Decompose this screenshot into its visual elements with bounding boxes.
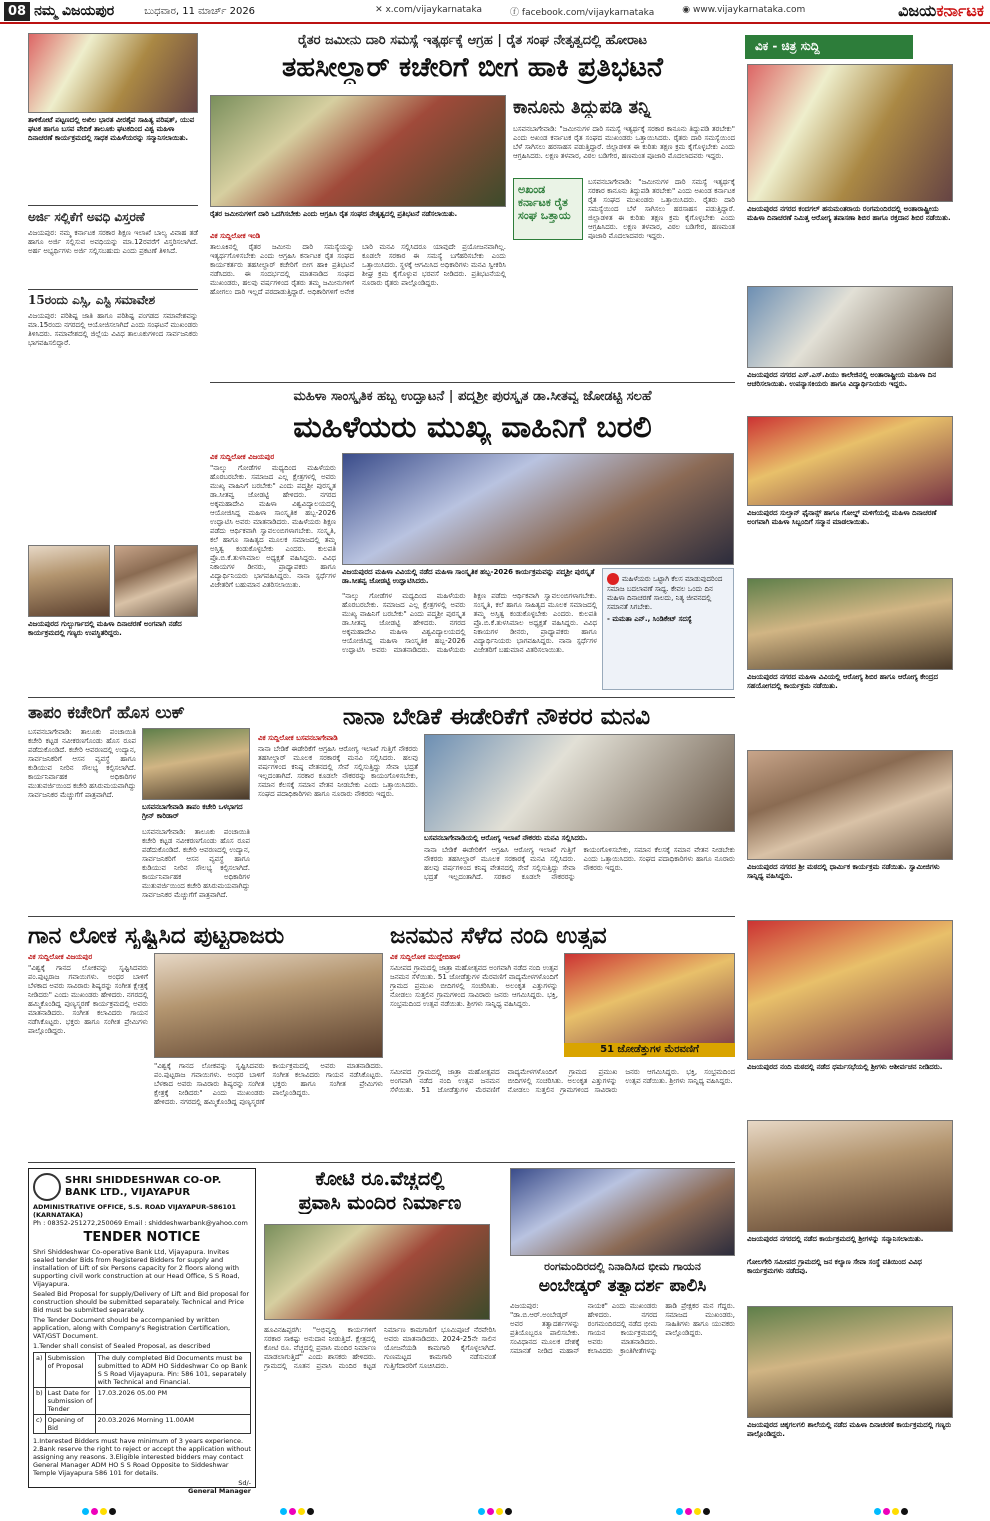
ambedkar-kicker: ರಂಗಮಂದಿರದಲ್ಲಿ ನಿನಾದಿಸಿದ ಭೀಮ ಗಾಯನ [544,1260,701,1273]
tender-signature: Sd/- [238,1479,251,1487]
ambedkar-headline: ಅಂಬೇಡ್ಕರ್ ತತ್ವಾದರ್ಶ ಪಾಲಿಸಿ [538,1276,707,1296]
music-byline: ವಿಕ ಸುದ್ದಿಲೋಕ ವಿಜಯಪುರ [28,953,93,961]
nandi-festival-photo [564,953,735,1057]
deadline-body: ವಿಜಯಪುರ: ನಮ್ಮ ಕರ್ನಾಟಕ ಸರಕಾರ ಶಿಕ್ಷಣ ಇಲಾಖೆ ಬಾಲ್ಯ ವಿವಾಹ ತಡೆ ಹಾಗೂ ಅರ್ಜಿ ಸಲ್ಲಿಸುವ ಅವಧಿಯನ್ನು ಮಾ.12ರವರೆಗೆ ವಿಸ್ತರಿಸಲಾಗಿದೆ. ಅರ್ಹ ಅಭ್ಯರ್ಥಿಗಳು ಅರ್ಜಿ ಸಲ್ಲಿಸಬಹುದು ಎಂದು ಪ್ರಕಟಣೆ ತಿಳಿಸಿದೆ. [28,229,198,255]
sc-st-headline: 15ರಂದು ಎಸ್ಸಿ, ಎಸ್ಟಿ ಸಮಾವೇಶ [28,293,156,307]
shrine-headline-2: ಪ್ರವಾಸಿ ಮಂದಿರ ನಿರ್ಮಾಣ [298,1192,462,1214]
registration-dots-icon [280,1508,314,1515]
facebook-link[interactable]: ⓕ facebook.com/vijaykarnataka [510,7,655,18]
bank-emblem-icon [33,1173,61,1201]
taluk-headline: ತಾಪಂ ಕಚೇರಿಗೆ ಹೊಸ ಲುಕ್ [28,703,185,723]
website-link[interactable]: ◉ www.vijaykarnataka.com [682,4,806,15]
sidebar-caption-5: ವಿಜಯಪುರದ ನಗರದ ಶ್ರೀ ಮಠದಲ್ಲಿ ಧಾರ್ಮಿಕ ಕಾರ್ಯಕ್ರಮ ನಡೆಯಿತು. ಸ್ವಾಮೀಜಿಗಳು ಸಾನ್ನಿಧ್ಯ ವಹಿಸಿದ್ದರು. [747,863,940,880]
nandi-byline: ವಿಕ ಸುದ್ದಿಲೋಕ ಮುದ್ದೇಬಿಹಾಳ [390,953,461,961]
table-row: a) Submission of Proposal The duly completed Bid Documents must be submitted to ADM HO Siddeshwar Co op Bank S S Road Vijayapura. Pin: 586 101, separately with Technical and Financial. [34,1353,251,1388]
sidebar-photo-6 [747,920,953,1060]
music-headline: ಗಾನ ಲೋಕ ಸೃಷ್ಟಿಸಿದ ಪುಟ್ಟರಾಜರು [28,922,285,949]
employees-photo-caption: ಬಸವನಬಾಗೇವಾಡಿಯಲ್ಲಿ ಆರೋಗ್ಯ ಇಲಾಖೆ ನೌಕರರು ಮನವಿ ಸಲ್ಲಿಸಿದರು. [424,834,588,842]
registration-dots-icon [676,1508,710,1515]
women-quote-box [602,568,734,690]
ambedkar-body: ವಿಜಯಪುರ: "ಡಾ.ಬಿ.ಆರ್.ಅಂಬೇಡ್ಕರ್ ಅವರ ತತ್ವಾದರ್ಶಗಳನ್ನು ಪ್ರತಿಯೊಬ್ಬರೂ ಪಾಲಿಸಬೇಕು. ಸಂವಿಧಾನದ ಮೂಲಕ ದೇಶಕ್ಕೆ ಸಮಾನತೆ ನೀಡಿದ ಮಹಾನ್ ನಾಯಕ" ಎಂದು ಮುಖಂಡರು ಹೇಳಿದರು. ನಗರದ ರಂಗಮಂದಿರದಲ್ಲಿ ನಡೆದ ಭೀಮ ಗಾಯನ ಕಾರ್ಯಕ್ರಮದಲ್ಲಿ ಅವರು ಮಾತನಾಡಿದರು. ಕಲಾವಿದರು ಕ್ರಾಂತಿಗೀತೆಗಳನ್ನು ಹಾಡಿ ಪ್ರೇಕ್ಷಕರ ಮನ ಗೆದ್ದರು. ಸಮಾಜದ ಮುಖಂಡರು, ಸಾಹಿತಿಗಳು ಹಾಗೂ ಯುವಕರು ಪಾಲ್ಗೊಂಡಿದ್ದರು. [510,1302,735,1355]
nandi-body-left: ಸಮೀಪದ ಗ್ರಾಮದಲ್ಲಿ ಜಾತ್ರಾ ಮಹೋತ್ಸವದ ಅಂಗವಾಗಿ ನಡೆದ ನಂದಿ ಉತ್ಸವ ಜನಮನ ಸೆಳೆಯಿತು. 51 ಜೋಡೆತ್ತುಗಳ ಮೆರವಣಿಗೆ ವಾದ್ಯಮೇಳಗಳೊಂದಿಗೆ ಗ್ರಾಮದ ಪ್ರಮುಖ ಬೀದಿಗಳಲ್ಲಿ ಸಂಚರಿಸಿತು. ಅಲಂಕೃತ ಎತ್ತುಗಳನ್ನು ನೋಡಲು ಸುತ್ತಲಿನ ಗ್ರಾಮಗಳಿಂದ ಸಾವಿರಾರು ಜನರು ಆಗಮಿಸಿದ್ದರು. ಭಕ್ತಿ, ಸಂಭ್ರಮದಿಂದ ಉತ್ಸವ ನಡೆಯಿತು. ಶ್ರೀಗಳು ಸಾನ್ನಿಧ್ಯ ವಹಿಸಿದ್ದರು. [390,964,558,1008]
women-quote-text: ಮಹಿಳೆಯರು ಒಟ್ಟಾಗಿ ಕೆಲಸ ಮಾಡುವುದರಿಂದ ಸಮಾಜ ಬದಲಾವಣೆ ಸಾಧ್ಯ. ಕೇವಲ ಒಂದು ದಿನ ಮಹಿಳಾ ದಿನಾಚರಣೆ ಸಾಲದು, ನಿತ್ಯ ಜೀವನದಲ್ಲಿ ಸಮಾನತೆ ಸಿಗಬೇಕು. [607,575,723,611]
law-amendment-body: ಬಸವನಬಾಗೇವಾಡಿ: "ಜಮೀನುಗಳ ದಾರಿ ಸಮಸ್ಯೆ ಇತ್ಯರ್ಥಕ್ಕೆ ಸರಕಾರ ಕಾನೂನು ತಿದ್ದುಪಡಿ ತರಬೇಕು" ಎಂದು ಅಖಂಡ ಕರ್ನಾಟಕ ರೈತ ಸಂಘದ ಮುಖಂಡರು ಒತ್ತಾಯಿಸಿದರು. ರೈತರು ದಾರಿ ಸಮಸ್ಯೆಯಿಂದ ಬೆಳೆ ಸಾಗಿಸಲು ಹರಸಾಹಸ ಪಡುತ್ತಿದ್ದಾರೆ. ಜಿಲ್ಲಾಡಳಿತ ಈ ಕುರಿತು ತಕ್ಷಣ ಕ್ರಮ ಕೈಗೊಳ್ಳಬೇಕು ಎಂದು ಆಗ್ರಹಿಸಿದರು. ಲಕ್ಷಣ ತಳವಾರ, ವಿಠಲ ಬಡಿಗೇರ, ಹಣಮಂತ ಪೂಜಾರಿ ಮೊದಲಾದವರು ಇದ್ದರು. [588,178,735,240]
sidebar-caption-9: ವಿಜಯಪುರದ ಚಿಕ್ಕಗಲಗಲಿ ಶಾಲೆಯಲ್ಲಿ ನಡೆದ ಮಹಿಳಾ ದಿನಾಚರಣೆ ಕಾರ್ಯಕ್ರಮದಲ್ಲಿ ಗಣ್ಯರು ಪಾಲ್ಗೊಂಡಿದ್ದರು. [747,1421,952,1438]
tender-header [33,1173,251,1201]
tender-document: The Tender Document should be accompanied by written application, along with Company's Registration Certification, VAT/GST Document. [33,1316,231,1340]
sidebar-photo-3 [747,416,953,506]
farmers-kicker: ರೈತರ ಜಮೀನು ದಾರಿ ಸಮಸ್ಯೆ ಇತ್ಯರ್ಥಕ್ಕೆ ಆಗ್ರಹ | ರೈತ ಸಂಘ ನೇತೃತ್ವದಲ್ಲಿ ಹೋರಾಟ [297,33,648,48]
sidebar-caption-4: ವಿಜಯಪುರದ ನಗರದ ಮಹಿಳಾ ವಿವಿಯಲ್ಲಿ ಆರೋಗ್ಯ ಶಿಬಿರ ಹಾಗೂ ಆರೋಗ್ಯ ಕೇಂದ್ರದ ಸಹಯೋಗದಲ್ಲಿ ಕಾರ್ಯಕ್ರಮ ನಡೆಯಿತು. [747,673,938,690]
seminar-photo-right [114,545,198,617]
tender-notice [28,1168,256,1495]
sidebar-caption-7: ವಿಜಯಪುರದ ನಗರದಲ್ಲಿ ನಡೆದ ಕಾರ್ಯಕ್ರಮದಲ್ಲಿ ಶ್ರೀಗಳನ್ನು ಸನ್ಮಾನಿಸಲಾಯಿತು. [747,1235,924,1243]
farmers-pull-quote: ಅಖಂಡ ಕರ್ನಾಟಕ ರೈತ ಸಂಘ ಒತ್ತಾಯ [513,178,583,240]
bank-contact: Ph : 08352-251272,250069 Email : shiddeshwarbank@yahoo.com [33,1219,248,1227]
sidebar-title: ವಿಕ - ಚಿತ್ರ ಸುದ್ದಿ [745,35,913,57]
table-row: b) Last Date for submission of Tender 17.03.2026 05.00 PM [34,1388,251,1415]
nandi-headline: ಜನಮನ ಸೆಳೆದ ನಂದಿ ಉತ್ಸವ [390,922,607,949]
sidebar-caption-6: ವಿಜಯಪುರದ ನಂದಿ ಮಠದಲ್ಲಿ ನಡೆದ ಧರ್ಮಸಭೆಯಲ್ಲಿ ಶ್ರೀಗಳು ಆಶೀರ್ವಚನ ನೀಡಿದರು. [747,1063,943,1071]
taluk-body: ಬಸವನಬಾಗೇವಾಡಿ: ತಾಲೂಕು ಪಂಚಾಯಿತಿ ಕಚೇರಿ ಕಟ್ಟಡ ನವೀಕರಣಗೊಂಡು ಹೊಸ ರೂಪ ಪಡೆದುಕೊಂಡಿದೆ. ಕಚೇರಿ ಆವರಣದಲ್ಲಿ ಉದ್ಯಾನ, ಸಾರ್ವಜನಿಕರಿಗೆ ಆಸನ ವ್ಯವಸ್ಥೆ ಹಾಗೂ ಕುಡಿಯುವ ನೀರಿನ ಸೌಲಭ್ಯ ಕಲ್ಪಿಸಲಾಗಿದೆ. ಕಾರ್ಯನಿರ್ವಾಹಕ ಅಧಿಕಾರಿಗಳ ಮುತುವರ್ಜಿಯಿಂದ ಕಚೇರಿ ಹಸಿರುಮಯವಾಗಿದ್ದು ಸಾರ್ವಜನಿಕರ ಮೆಚ್ಚುಗೆಗೆ ಪಾತ್ರವಾಗಿದೆ. [28,728,136,799]
music-body-right: "ವಿಶ್ವಕ್ಕೆ ಗಾನದ ಲೋಕವನ್ನು ಸೃಷ್ಟಿಸಿದವರು ಪಂ.ಪುಟ್ಟರಾಜ ಗವಾಯಿಗಳು. ಅಂಧರ ಬಾಳಿಗೆ ಬೆಳಕಾದ ಅವರು ಸಾವಿರಾರು ಶಿಷ್ಯರನ್ನು ಸಂಗೀತ ಕ್ಷೇತ್ರಕ್ಕೆ ನೀಡಿದರು" ಎಂದು ಮುಖಂಡರು ಹೇಳಿದರು. ನಗರದಲ್ಲಿ ಹಮ್ಮಿಕೊಂಡಿದ್ದ ಪುಣ್ಯಸ್ಮರಣೆ ಕಾರ್ಯಕ್ರಮದಲ್ಲಿ ಅವರು ಮಾತನಾಡಿದರು. ಸಂಗೀತ ಕಲಾವಿದರು ಗಾಯನ ನಡೆಸಿಕೊಟ್ಟರು. ಭಕ್ತರು ಹಾಗೂ ಸಂಗೀತ ಪ್ರೇಮಿಗಳು ಪಾಲ್ಗೊಂಡಿದ್ದರು. [154,1062,383,1106]
issue-date: ಬುಧವಾರ, 11 ಮಾರ್ಚ್ 2026 [144,5,256,17]
registration-dots-icon [478,1508,512,1515]
taluk-office-photo [142,728,250,800]
tender-title: TENDER NOTICE [83,1230,201,1245]
masthead [0,0,990,24]
ambedkar-event-photo [510,1168,735,1256]
employees-body-left: ನಾನಾ ಬೇಡಿಕೆ ಈಡೇರಿಕೆಗೆ ಆಗ್ರಹಿಸಿ ಆರೋಗ್ಯ ಇಲಾಖೆ ಗುತ್ತಿಗೆ ನೌಕರರು ತಹಸೀಲ್ದಾರ್ ಮೂಲಕ ಸರಕಾರಕ್ಕೆ ಮನವಿ ಸಲ್ಲಿಸಿದರು. ಹಲವು ವರ್ಷಗಳಿಂದ ಕನಿಷ್ಠ ವೇತನದಲ್ಲಿ ಸೇವೆ ಸಲ್ಲಿಸುತ್ತಿದ್ದು ಸೇವಾ ಭದ್ರತೆ ಇಲ್ಲದಂತಾಗಿದೆ. ಸರಕಾರ ಕೂಡಲೇ ನೌಕರರನ್ನು ಕಾಯಂಗೊಳಿಸಬೇಕು, ಸಮಾನ ಕೆಲಸಕ್ಕೆ ಸಮಾನ ವೇತನ ನೀಡಬೇಕು ಎಂದು ಒತ್ತಾಯಿಸಿದರು. ಸಂಘದ ಪದಾಧಿಕಾರಿಗಳು ಹಾಗೂ ನೂರಾರು ನೌಕರರು ಇದ್ದರು. [258,745,418,798]
page-number: 08 [4,2,30,21]
shrine-body: ಹೂವಿನಹಿಪ್ಪರಗಿ: "ಅಭಿವೃದ್ಧಿ ಕಾರ್ಯಗಳಿಗೆ ಸರಕಾರ ಸಾಕಷ್ಟು ಅನುದಾನ ನೀಡುತ್ತಿದೆ. ಕ್ಷೇತ್ರದಲ್ಲಿ ಕೋಟಿ ರೂ. ವೆಚ್ಚದಲ್ಲಿ ಪ್ರವಾಸಿ ಮಂದಿರ ನಿರ್ಮಾಣ ಮಾಡಲಾಗುತ್ತಿದೆ" ಎಂದು ಶಾಸಕರು ಹೇಳಿದರು. ಗ್ರಾಮದಲ್ಲಿ ನೂತನ ಪ್ರವಾಸಿ ಮಂದಿರ ಕಟ್ಟಡ ನಿರ್ಮಾಣ ಕಾಮಗಾರಿಗೆ ಭೂಮಿಪೂಜೆ ನೆರವೇರಿಸಿ ಅವರು ಮಾತನಾಡಿದರು. 2024-25ನೇ ಸಾಲಿನ ಯೋಜನೆಯಡಿ ಕಾಮಗಾರಿ ಕೈಗೊಳ್ಳಲಾಗಿದೆ. ಗುಣಮಟ್ಟದ ಕಾಮಗಾರಿ ನಡೆಸುವಂತೆ ಗುತ್ತಿಗೆದಾರರಿಗೆ ಸೂಚಿಸಿದರು. [264,1326,496,1370]
seminar-caption: ವಿಜಯಪುರದ ಗುಲ್ಬುರ್ಗಾದಲ್ಲಿ ಮಹಿಳಾ ದಿನಾಚರಣೆ ಅಂಗವಾಗಿ ನಡೆದ ಕಾರ್ಯಕ್ರಮದಲ್ಲಿ ಗಣ್ಯರು ಉಪಸ್ಥಿತರಿದ್ದರು. [28,620,182,637]
women-body-left: "ನಾಲ್ಕು ಗೋಡೆಗಳ ಮಧ್ಯದಿಂದ ಮಹಿಳೆಯರು ಹೊರಬರಬೇಕು. ಸಮಾಜದ ಎಲ್ಲ ಕ್ಷೇತ್ರಗಳಲ್ಲಿ ಅವರು ಮುಖ್ಯ ವಾಹಿನಿಗೆ ಬರಬೇಕು" ಎಂದು ಪದ್ಮಶ್ರೀ ಪುರಸ್ಕೃತ ಡಾ.ಸೀತವ್ವ ಜೋಡಟ್ಟಿ ಹೇಳಿದರು. ನಗರದ ಅಕ್ಕಮಹಾದೇವಿ ಮಹಿಳಾ ವಿಶ್ವವಿದ್ಯಾಲಯದಲ್ಲಿ ಆಯೋಜಿಸಿದ್ದ ಮಹಿಳಾ ಸಾಂಸ್ಕೃತಿಕ ಹಬ್ಬ-2026 ಉದ್ಘಾಟಿಸಿ ಅವರು ಮಾತನಾಡಿದರು. ಮಹಿಳೆಯರು ಶಿಕ್ಷಣ ಪಡೆದು ಆರ್ಥಿಕವಾಗಿ ಸ್ವಾವಲಂಬಿಗಳಾಗಬೇಕು. ಸಂಸ್ಕೃತಿ, ಕಲೆ ಹಾಗೂ ಸಾಹಿತ್ಯದ ಮೂಲಕ ಸಮಾಜದಲ್ಲಿ ತಮ್ಮ ಅಸ್ತಿತ್ವ ಕಂಡುಕೊಳ್ಳಬೇಕು ಎಂದರು. ಕುಲಪತಿ ಪ್ರೊ.ಬಿ.ಕೆ.ತುಳಸಿಮಾಲ ಅಧ್ಯಕ್ಷತೆ ವಹಿಸಿದ್ದರು. ವಿವಿಧ ನಿಕಾಯಗಳ ಡೀನರು, ಪ್ರಾಧ್ಯಾಪಕರು ಹಾಗೂ ವಿದ್ಯಾರ್ಥಿನಿಯರು ಭಾಗವಹಿಸಿದ್ದರು. ನಾನಾ ಸ್ಪರ್ಧೆಗಳ ವಿಜೇತರಿಗೆ ಬಹುಮಾನ ವಿತರಿಸಲಾಯಿತು. [210,464,336,589]
sidebar-caption-3: ವಿಜಯಪುರದ ಸುಲ್ತಾನ್ ಫೈನಾನ್ಸ್ ಹಾಗೂ ಗೋಲ್ಡ್ ಮಳಿಗೆಯಲ್ಲಿ ಮಹಿಳಾ ದಿನಾಚರಣೆ ಅಂಗವಾಗಿ ಮಹಿಳಾ ಸಿಬ್ಬಂದಿಗೆ ಸನ್ಮಾನ ಮಾಡಲಾಯಿತು. [747,509,937,526]
taluk-photo-caption: ಬಸವನಬಾಗೇವಾಡಿ ತಾಪಂ ಕಚೇರಿ ಒಳಭಾಗದ ಗ್ರೀನ್ ಕಾರಿಡಾರ್ [142,803,243,820]
bank-office: ADMINISTRATIVE OFFICE, S.S. ROAD VIJAYAPUR-586101 (KARNATAKA) [33,1203,237,1219]
women-festival-photo [342,453,734,565]
shrine-headline-1: ಕೋಟಿ ರೂ.ವೆಚ್ಚದಲ್ಲಿ [315,1168,445,1190]
sc-st-body: ವಿಜಯಪುರ: ಪರಿಶಿಷ್ಟ ಜಾತಿ ಹಾಗೂ ಪರಿಶಿಷ್ಟ ಪಂಗಡದ ಸಮಾವೇಶವನ್ನು ಮಾ.15ರಂದು ನಗರದಲ್ಲಿ ಆಯೋಜಿಸಲಾಗಿದೆ ಎಂದು ಸಂಘಟನೆ ಮುಖಂಡರು ತಿಳಿಸಿದರು. ಸಮಾವೇಶದಲ್ಲಿ ಜಿಲ್ಲೆಯ ವಿವಿಧ ತಾಲೂಕುಗಳಿಂದ ಸಾರ್ವಜನಿಕರು ಭಾಗವಹಿಸಲಿದ್ದಾರೆ. [28,312,198,347]
women-kicker: ಮಹಿಳಾ ಸಾಂಸ್ಕೃತಿಕ ಹಬ್ಬ ಉದ್ಘಾಟನೆ | ಪದ್ಮಶ್ರೀ ಪುರಸ್ಕೃತ ಡಾ.ಸೀತವ್ವ ಜೋಡಟ್ಟಿ ಸಲಹೆ [293,389,652,404]
sidebar-photo-5 [747,750,953,860]
women-quote-author: - ಮಮತಾ ಎನ್., ಸಿಂಡಿಕೇಟ್ ಸದಸ್ಯೆ [607,615,692,623]
quote-dot-icon [607,573,619,585]
farmers-headline: ತಹಸೀಲ್ದಾರ್ ಕಚೇರಿಗೆ ಬೀಗ ಹಾಕಿ ಪ್ರತಿಭಟನೆ [281,52,663,83]
registration-dots-icon [82,1508,116,1515]
women-felicitation-photo [28,33,198,113]
women-headline: ಮಹಿಳೆಯರು ಮುಖ್ಯ ವಾಹಿನಿಗೆ ಬರಲಿ [293,410,652,445]
farmers-byline: ವಿಕ ಸುದ್ದಿಲೋಕ ಇಂಡಿ [210,232,261,240]
employees-headline: ನಾನಾ ಬೇಡಿಕೆ ಈಡೇರಿಕೆಗೆ ನೌಕರರ ಮನವಿ [342,703,651,730]
women-photo-caption: ವಿಜಯಪುರದ ಮಹಿಳಾ ವಿವಿಯಲ್ಲಿ ನಡೆದ ಮಹಿಳಾ ಸಾಂಸ್ಕೃತಿಕ ಹಬ್ಬ-2026 ಕಾರ್ಯಕ್ರಮವನ್ನು ಪದ್ಮಶ್ರೀ ಪುರಸ್ಕೃತೆ ಡಾ.ಸೀತವ್ವ ಜೋಡಟ್ಟಿ ಉದ್ಘಾಟಿಸಿದರು. [342,568,595,585]
sidebar-caption-8: ಗೋಲಗೇರಿ ಸಮೀಪದ ಗ್ರಾಮದಲ್ಲಿ ಜನ ಕಲ್ಯಾಣ ಸೇವಾ ಸಂಸ್ಥೆ ವತಿಯಿಂದ ವಿವಿಧ ಕಾರ್ಯಕ್ರಮಗಳು ನಡೆದವು. [747,1258,922,1275]
x-link[interactable]: ✕ x.com/vijaykarnataka [375,4,483,15]
edition-title: ನಮ್ಮ ವಿಜಯಪುರ [34,3,115,19]
print-registration-marks [0,1501,990,1521]
law-amendment-body-top: ಬಸವನಬಾಗೇವಾಡಿ: "ಜಮೀನುಗಳ ದಾರಿ ಸಮಸ್ಯೆ ಇತ್ಯರ್ಥಕ್ಕೆ ಸರಕಾರ ಕಾನೂನು ತಿದ್ದುಪಡಿ ತರಬೇಕು" ಎಂದು ಅಖಂಡ ಕರ್ನಾಟಕ ರೈತ ಸಂಘದ ಮುಖಂಡರು ಒತ್ತಾಯಿಸಿದರು. ರೈತರು ದಾರಿ ಸಮಸ್ಯೆಯಿಂದ ಬೆಳೆ ಸಾಗಿಸಲು ಹರಸಾಹಸ ಪಡುತ್ತಿದ್ದಾರೆ. ಜಿಲ್ಲಾಡಳಿತ ಈ ಕುರಿತು ತಕ್ಷಣ ಕ್ರಮ ಕೈಗೊಳ್ಳಬೇಕು ಎಂದು ಆಗ್ರಹಿಸಿದರು. ಲಕ್ಷಣ ತಳವಾರ, ವಿಠಲ ಬಡಿಗೇರ, ಹಣಮಂತ ಪೂಜಾರಿ ಮೊದಲಾದವರು ಇದ್ದರು. [513,125,735,160]
nandi-body-right: ಸಮೀಪದ ಗ್ರಾಮದಲ್ಲಿ ಜಾತ್ರಾ ಮಹೋತ್ಸವದ ಅಂಗವಾಗಿ ನಡೆದ ನಂದಿ ಉತ್ಸವ ಜನಮನ ಸೆಳೆಯಿತು. 51 ಜೋಡೆತ್ತುಗಳ ಮೆರವಣಿಗೆ ವಾದ್ಯಮೇಳಗಳೊಂದಿಗೆ ಗ್ರಾಮದ ಪ್ರಮುಖ ಬೀದಿಗಳಲ್ಲಿ ಸಂಚರಿಸಿತು. ಅಲಂಕೃತ ಎತ್ತುಗಳನ್ನು ನೋಡಲು ಸುತ್ತಲಿನ ಗ್ರಾಮಗಳಿಂದ ಸಾವಿರಾರು ಜನರು ಆಗಮಿಸಿದ್ದರು. ಭಕ್ತಿ, ಸಂಭ್ರಮದಿಂದ ಉತ್ಸವ ನಡೆಯಿತು. ಶ್ರೀಗಳು ಸಾನ್ನಿಧ್ಯ ವಹಿಸಿದ್ದರು. [390,1068,735,1094]
shrine-bhoomipuja-photo [264,1224,490,1320]
social-links [375,5,805,18]
table-row: c) Opening of Bid 20.03.2026 Morning 11.00AM [34,1415,251,1434]
tender-designation: General Manager [188,1487,251,1495]
taluk-body-right: ಬಸವನಬಾಗೇವಾಡಿ: ತಾಲೂಕು ಪಂಚಾಯಿತಿ ಕಚೇರಿ ಕಟ್ಟಡ ನವೀಕರಣಗೊಂಡು ಹೊಸ ರೂಪ ಪಡೆದುಕೊಂಡಿದೆ. ಕಚೇರಿ ಆವರಣದಲ್ಲಿ ಉದ್ಯಾನ, ಸಾರ್ವಜನಿಕರಿಗೆ ಆಸನ ವ್ಯವಸ್ಥೆ ಹಾಗೂ ಕುಡಿಯುವ ನೀರಿನ ಸೌಲಭ್ಯ ಕಲ್ಪಿಸಲಾಗಿದೆ. ಕಾರ್ಯನಿರ್ವಾಹಕ ಅಧಿಕಾರಿಗಳ ಮುತುವರ್ಜಿಯಿಂದ ಕಚೇರಿ ಹಸಿರುಮಯವಾಗಿದ್ದು ಸಾರ್ವಜನಿಕರ ಮೆಚ್ಚುಗೆಗೆ ಪಾತ್ರವಾಗಿದೆ. [142,828,250,899]
tender-schedule: 1.Tender shall consist of Sealed Proposal, as described [33,1342,211,1350]
farmers-body: ತಾಲೂಕಿನಲ್ಲಿ ರೈತರ ಜಮೀನು ದಾರಿ ಸಮಸ್ಯೆಯನ್ನು ಇತ್ಯರ್ಥಗೊಳಿಸಬೇಕು ಎಂದು ಆಗ್ರಹಿಸಿ ಕರ್ನಾಟಕ ರೈತ ಸಂಘದ ಕಾರ್ಯಕರ್ತರು ತಹಸೀಲ್ದಾರ್ ಕಚೇರಿಗೆ ಬೀಗ ಹಾಕಿ ಪ್ರತಿಭಟನೆ ನಡೆಸಿದರು. ಈ ಸಂದರ್ಭದಲ್ಲಿ ಮಾತನಾಡಿದ ಸಂಘದ ಮುಖಂಡರು, ಹಲವು ವರ್ಷಗಳಿಂದ ರೈತರು ತಮ್ಮ ಜಮೀನುಗಳಿಗೆ ಹೋಗಲು ದಾರಿ ಇಲ್ಲದೆ ಪರದಾಡುತ್ತಿದ್ದಾರೆ. ಅಧಿಕಾರಿಗಳಿಗೆ ಅನೇಕ ಬಾರಿ ಮನವಿ ಸಲ್ಲಿಸಿದರೂ ಯಾವುದೇ ಪ್ರಯೋಜನವಾಗಿಲ್ಲ. ಕೂಡಲೇ ಸರಕಾರ ಈ ಸಮಸ್ಯೆ ಬಗೆಹರಿಸಬೇಕು ಎಂದು ಒತ್ತಾಯಿಸಿದರು. ಸ್ಥಳಕ್ಕೆ ಆಗಮಿಸಿದ ಅಧಿಕಾರಿಗಳು ಮನವಿ ಸ್ವೀಕರಿಸಿ ಶೀಘ್ರ ಕ್ರಮ ಕೈಗೊಳ್ಳುವ ಭರವಸೆ ನೀಡಿದರು. ಪ್ರತಿಭಟನೆಯಲ್ಲಿ ನೂರಾರು ರೈತರು ಪಾಲ್ಗೊಂಡಿದ್ದರು. [210,243,506,296]
sidebar-photo-1 [747,64,953,202]
sidebar-photo-7 [747,1120,953,1232]
sidebar-photo-2 [747,286,953,368]
employees-photo [424,734,735,832]
tender-table [33,1352,251,1434]
sidebar-caption-2: ವಿಜಯಪುರದ ನಗರದ ಎಸ್.ಎಸ್.ಪಿಯು ಕಾಲೇಜಿನಲ್ಲಿ ಅಂತಾರಾಷ್ಟ್ರೀಯ ಮಹಿಳಾ ದಿನ ಆಚರಿಸಲಾಯಿತು. ಉಪನ್ಯಾಸಕಿಯರು ಹಾಗೂ ವಿದ್ಯಾರ್ಥಿನಿಯರು ಇದ್ದರು. [747,371,937,388]
women-body-right: "ನಾಲ್ಕು ಗೋಡೆಗಳ ಮಧ್ಯದಿಂದ ಮಹಿಳೆಯರು ಹೊರಬರಬೇಕು. ಸಮಾಜದ ಎಲ್ಲ ಕ್ಷೇತ್ರಗಳಲ್ಲಿ ಅವರು ಮುಖ್ಯ ವಾಹಿನಿಗೆ ಬರಬೇಕು" ಎಂದು ಪದ್ಮಶ್ರೀ ಪುರಸ್ಕೃತ ಡಾ.ಸೀತವ್ವ ಜೋಡಟ್ಟಿ ಹೇಳಿದರು. ನಗರದ ಅಕ್ಕಮಹಾದೇವಿ ಮಹಿಳಾ ವಿಶ್ವವಿದ್ಯಾಲಯದಲ್ಲಿ ಆಯೋಜಿಸಿದ್ದ ಮಹಿಳಾ ಸಾಂಸ್ಕೃತಿಕ ಹಬ್ಬ-2026 ಉದ್ಘಾಟಿಸಿ ಅವರು ಮಾತನಾಡಿದರು. ಮಹಿಳೆಯರು ಶಿಕ್ಷಣ ಪಡೆದು ಆರ್ಥಿಕವಾಗಿ ಸ್ವಾವಲಂಬಿಗಳಾಗಬೇಕು. ಸಂಸ್ಕೃತಿ, ಕಲೆ ಹಾಗೂ ಸಾಹಿತ್ಯದ ಮೂಲಕ ಸಮಾಜದಲ್ಲಿ ತಮ್ಮ ಅಸ್ತಿತ್ವ ಕಂಡುಕೊಳ್ಳಬೇಕು ಎಂದರು. ಕುಲಪತಿ ಪ್ರೊ.ಬಿ.ಕೆ.ತುಳಸಿಮಾಲ ಅಧ್ಯಕ್ಷತೆ ವಹಿಸಿದ್ದರು. ವಿವಿಧ ನಿಕಾಯಗಳ ಡೀನರು, ಪ್ರಾಧ್ಯಾಪಕರು ಹಾಗೂ ವಿದ್ಯಾರ್ಥಿನಿಯರು ಭಾಗವಹಿಸಿದ್ದರು. ನಾನಾ ಸ್ಪರ್ಧೆಗಳ ವಿಜೇತರಿಗೆ ಬಹುಮಾನ ವಿತರಿಸಲಾಯಿತು. [342,592,597,654]
tender-intro: Shri Shiddeshwar Co-operative Bank Ltd, Vijayapura. Invites sealed tender Bids from Registered Bidders for supply and installation of Lift of six Persons capacity for 2 floors along with supporting civil work construction at our Head Office, S S Road, Vijayapura. [33,1248,240,1288]
bank-name: SHRI SHIDDESHWAR CO-OP. BANK LTD., VIJAYAPUR [65,1175,222,1198]
sidebar-caption-1: ವಿಜಯಪುರದ ನಗರದ ಕಂದಗಲ್ ಹನುಮಂತರಾಯ ರಂಗಮಂದಿರದಲ್ಲಿ ಅಂತಾರಾಷ್ಟ್ರೀಯ ಮಹಿಳಾ ದಿನಾಚರಣೆ ನಿಮಿತ್ತ ಆರೋಗ್ಯ ತಪಾಸಣಾ ಶಿಬಿರ ಹಾಗೂ ರಕ್ತದಾನ ಶಿಬಿರ ನಡೆಯಿತು. [747,205,951,222]
music-body-left: "ವಿಶ್ವಕ್ಕೆ ಗಾನದ ಲೋಕವನ್ನು ಸೃಷ್ಟಿಸಿದವರು ಪಂ.ಪುಟ್ಟರಾಜ ಗವಾಯಿಗಳು. ಅಂಧರ ಬಾಳಿಗೆ ಬೆಳಕಾದ ಅವರು ಸಾವಿರಾರು ಶಿಷ್ಯರನ್ನು ಸಂಗೀತ ಕ್ಷೇತ್ರಕ್ಕೆ ನೀಡಿದರು" ಎಂದು ಮುಖಂಡರು ಹೇಳಿದರು. ನಗರದಲ್ಲಿ ಹಮ್ಮಿಕೊಂಡಿದ್ದ ಪುಣ್ಯಸ್ಮರಣೆ ಕಾರ್ಯಕ್ರಮದಲ್ಲಿ ಅವರು ಮಾತನಾಡಿದರು. ಸಂಗೀತ ಕಲಾವಿದರು ಗಾಯನ ನಡೆಸಿಕೊಟ್ಟರು. ಭಕ್ತರು ಹಾಗೂ ಸಂಗೀತ ಪ್ರೇಮಿಗಳು ಪಾಲ್ಗೊಂಡಿದ್ದರು. [28,964,148,1035]
seminar-photo-left [28,545,110,617]
music-event-photo [154,953,383,1058]
tender-sealed: Sealed Bid Proposal for supply/Delivery of Lift and Bid proposal for construction should be submitted separately. Technical and Price Bid must be submitted separately. [33,1290,250,1314]
farmers-photo-caption: ರೈತರ ಜಮೀನುಗಳಿಗೆ ದಾರಿ ಒದಗಿಸಬೇಕು ಎಂದು ಆಗ್ರಹಿಸಿ ರೈತ ಸಂಘದ ನೇತೃತ್ವದಲ್ಲಿ ಪ್ರತಿಭಟನೆ ನಡೆಸಲಾಯಿತು. [210,210,458,218]
tender-notes: 1.Interested Bidders must have minimum of 3 years experience. 2.Bank reserve the right to reject or accept the application without assigning any reasons. 3.Eligible interested bidders may contact General Manager ADM HO S S Road Opposite to Siddeshwar Temple Vijayapura 586 101 for details. [33,1437,251,1477]
employees-byline: ವಿಕ ಸುದ್ದಿಲೋಕ ಬಸವನಬಾಗೇವಾಡಿ [258,734,338,742]
brand-logo: ವಿಜಯಕರ್ನಾಟಕ [898,1,984,20]
deadline-headline: ಅರ್ಜಿ ಸಲ್ಲಿಕೆಗೆ ಅವಧಿ ವಿಸ್ತರಣೆ [28,210,145,224]
sidebar-photo-8 [747,1306,953,1418]
employees-body-right: ನಾನಾ ಬೇಡಿಕೆ ಈಡೇರಿಕೆಗೆ ಆಗ್ರಹಿಸಿ ಆರೋಗ್ಯ ಇಲಾಖೆ ಗುತ್ತಿಗೆ ನೌಕರರು ತಹಸೀಲ್ದಾರ್ ಮೂಲಕ ಸರಕಾರಕ್ಕೆ ಮನವಿ ಸಲ್ಲಿಸಿದರು. ಹಲವು ವರ್ಷಗಳಿಂದ ಕನಿಷ್ಠ ವೇತನದಲ್ಲಿ ಸೇವೆ ಸಲ್ಲಿಸುತ್ತಿದ್ದು ಸೇವಾ ಭದ್ರತೆ ಇಲ್ಲದಂತಾಗಿದೆ. ಸರಕಾರ ಕೂಡಲೇ ನೌಕರರನ್ನು ಕಾಯಂಗೊಳಿಸಬೇಕು, ಸಮಾನ ಕೆಲಸಕ್ಕೆ ಸಮಾನ ವೇತನ ನೀಡಬೇಕು ಎಂದು ಒತ್ತಾಯಿಸಿದರು. ಸಂಘದ ಪದಾಧಿಕಾರಿಗಳು ಹಾಗೂ ನೂರಾರು ನೌಕರರು ಇದ್ದರು. [424,846,735,881]
women-byline: ವಿಕ ಸುದ್ದಿಲೋಕ ವಿಜಯಪುರ [210,453,275,461]
law-amendment-headline: ಕಾನೂನು ತಿದ್ದುಪಡಿ ತನ್ನಿ [513,97,651,118]
registration-dots-icon [874,1508,908,1515]
sidebar-photo-4 [747,578,953,670]
women-felicitation-caption: ತಾಳಿಕೋಟೆ ಪಟ್ಟಣದಲ್ಲಿ ಅಖಿಲ ಭಾರತ ವೀರಶೈವ ಸಾಹಿತ್ಯ ಪರಿಷತ್, ಯುವ ಘಟಕ ಹಾಗೂ ಬಸವ ವೇದಿಕೆ ತಾಲೂಕು ಘಟಕದಿಂದ ವಿಶ್ವ ಮಹಿಳಾ ದಿನಾಚರಣೆ ಕಾರ್ಯಕ್ರಮದಲ್ಲಿ ಸಾಧಕ ಮಹಿಳೆಯರನ್ನು ಸನ್ಮಾನಿಸಲಾಯಿತು. [28,116,195,142]
nandi-photo-label: 51 ಜೋಡೆತ್ತುಗಳ ಮೆರವಣಿಗೆ [564,1043,735,1057]
farmers-protest-photo [210,95,506,207]
